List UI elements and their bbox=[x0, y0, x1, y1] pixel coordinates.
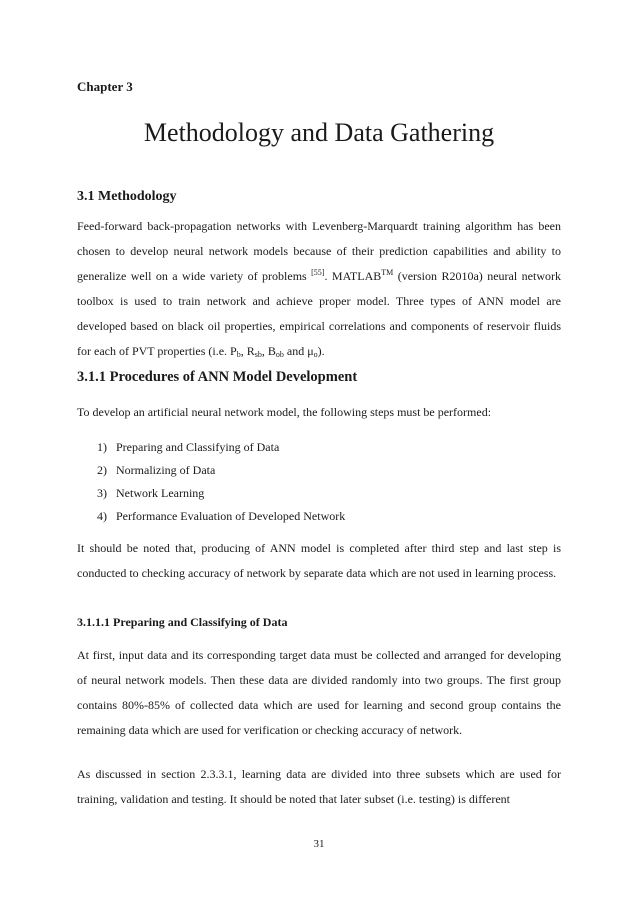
citation-ref: [55] bbox=[311, 268, 325, 277]
step-number: 4) bbox=[97, 509, 107, 523]
subscript-sb: sb bbox=[254, 350, 262, 359]
steps-list bbox=[97, 436, 345, 528]
procedures-note: It should be noted that, producing of ANN model is completed after third step and last step is conducted to checking accuracy of network by separate data which are not used in learning process. bbox=[77, 541, 561, 580]
subscript-b: b bbox=[236, 350, 241, 359]
section-heading-procedures: 3.1.1 Procedures of ANN Model Development bbox=[77, 369, 358, 385]
methodology-text-4: , R bbox=[240, 344, 255, 358]
step-number: 2) bbox=[97, 463, 107, 477]
step-label: Performance Evaluation of Developed Network bbox=[116, 509, 346, 523]
list-item bbox=[97, 436, 345, 459]
trademark-mark: TM bbox=[381, 268, 394, 277]
procedures-intro: To develop an artificial neural network model, the following steps must be performed: bbox=[77, 405, 492, 419]
methodology-text-6: and μ bbox=[283, 344, 314, 358]
step-label: Network Learning bbox=[116, 486, 205, 500]
methodology-text-3: (version R2010a) neural network toolbox is used to train network and achieve proper model. Three types of ANN model are developed based on black oil properties, empirical correlations and components of reservoir fluids for each of PVT properties (i.e. P bbox=[77, 269, 561, 358]
page-number: 31 bbox=[313, 838, 325, 850]
subscript-o: o bbox=[313, 350, 318, 359]
list-item bbox=[97, 505, 345, 528]
preparing-data-paragraph-1: At first, input data and its corresponding target data must be collected and arranged for developing of neural network models. Then these data are divided randomly into two groups. The first group contains 80%-85% of collected data which are used for learning and second group contains the remaining data which are used for verification or checking accuracy of network. bbox=[77, 648, 561, 737]
methodology-paragraph bbox=[77, 214, 561, 364]
step-number: 1) bbox=[97, 440, 107, 454]
chapter-label: Chapter 3 bbox=[77, 79, 133, 94]
list-item bbox=[97, 459, 345, 482]
methodology-text-5: , B bbox=[261, 344, 276, 358]
section-heading-preparing-data: 3.1.1.1 Preparing and Classifying of Data bbox=[77, 615, 288, 629]
step-label: Normalizing of Data bbox=[116, 463, 216, 477]
step-label: Preparing and Classifying of Data bbox=[116, 440, 280, 454]
methodology-text-1: Feed-forward back-propagation networks with Levenberg-Marquardt training algorithm has been chosen to develop neural network models because of their prediction capabilities and ability to generalize well on a wide variety of problems bbox=[77, 219, 561, 283]
step-number: 3) bbox=[97, 486, 107, 500]
section-heading-methodology: 3.1 Methodology bbox=[77, 189, 177, 204]
subscript-ob: ob bbox=[275, 350, 284, 359]
methodology-text-2: . MATLAB bbox=[324, 269, 382, 283]
chapter-title: Methodology and Data Gathering bbox=[143, 118, 495, 147]
preparing-data-paragraph-2: As discussed in section 2.3.3.1, learning data are divided into three subsets which are used for training, validation and testing. It should be noted that later subset (i.e. testing) is different bbox=[77, 767, 561, 806]
methodology-text-7: ). bbox=[317, 344, 325, 358]
list-item bbox=[97, 482, 345, 505]
